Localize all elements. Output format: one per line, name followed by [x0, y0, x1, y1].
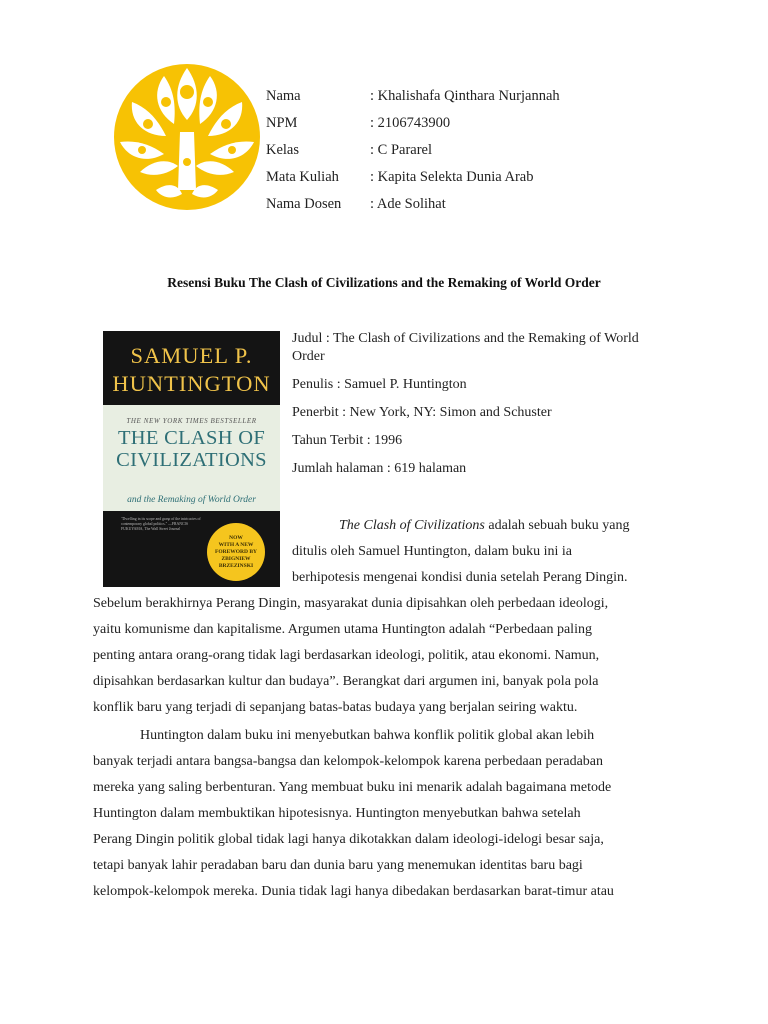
info-row-npm [266, 111, 560, 138]
paragraph-line: berhipotesis mengenai kondisi dunia setelah Perang Dingin. [292, 570, 628, 585]
book-penerbit: Penerbit : New York, NY: Simon and Schuster [292, 405, 552, 420]
paragraph-line: konflik baru yang terjadi di sepanjang batas-batas budaya yang berjalan seiring waktu. [93, 700, 578, 715]
info-label: Nama [266, 88, 301, 104]
book-title-italic: The Clash of Civilizations [339, 518, 485, 533]
paragraph-2 [93, 723, 614, 905]
info-row-nama-dosen [266, 192, 560, 219]
cover-quote: "Dwelling in its scope and grasp of the intricacies of contemporary global politics." —FRANCIS FUKUYAMA, The Wall Street Journal [121, 517, 201, 531]
cover-subtitle: and the Remaking of World Order [127, 495, 256, 505]
paragraph-line: mereka yang saling berbenturan. Yang membuat buku ini menarik adalah bagaimana metode [93, 780, 612, 795]
paragraph-line: banyak terjadi antara bangsa-bangsa dan kelompok-kelompok karena perbedaan peradaban [93, 754, 603, 769]
paragraph-line: yaitu komunisme dan kapitalisme. Argumen utama Huntington adalah “Perbedaan paling [93, 622, 592, 637]
info-label: Mata Kuliah [266, 169, 339, 185]
book-tahun: Tahun Terbit : 1996 [292, 433, 403, 448]
info-value: : Kapita Selekta Dunia Arab [370, 169, 534, 185]
info-label: Nama Dosen [266, 196, 342, 212]
paragraph-line: ditulis oleh Samuel Huntington, dalam buku ini ia [292, 544, 572, 559]
info-label: Kelas [266, 142, 300, 158]
paragraph-line: Huntington dalam buku ini menyebutkan bahwa konflik politik global akan lebih [140, 728, 595, 743]
info-value: : Khalishafa Qinthara Nurjannah [370, 88, 560, 104]
paragraph-line: dipisahkan berdasarkan kultur dan budaya”. Berangkat dari argumen ini, banyak pola pola [93, 674, 599, 689]
paragraph-line: penting antara orang-orang tidak lagi berdasarkan ideologi, politik, atau ekonomi. Namun, [93, 648, 600, 663]
student-info [266, 84, 560, 219]
info-row-kelas [266, 138, 560, 165]
info-row-nama [266, 84, 560, 111]
info-value: : C Pararel [370, 142, 433, 158]
seal-text: BRZEZINSKI [218, 562, 254, 569]
cover-title-line: CIVILIZATIONS [116, 449, 267, 471]
cover-author-line: SAMUEL P. [130, 343, 253, 368]
info-value: : Ade Solihat [370, 196, 446, 212]
paragraph-line: kelompok-kelompok mereka. Dunia tidak lagi hanya dibedakan berdasarkan barat-timur atau [93, 884, 614, 899]
cover-tagline: THE NEW YORK TIMES BESTSELLER [126, 417, 257, 425]
document-title: Resensi Buku The Clash of Civilizations and the Remaking of World Order [167, 275, 601, 290]
cover-author-line: HUNTINGTON [112, 371, 271, 396]
paragraph-line [93, 513, 629, 539]
book-judul: Judul : The Clash of Civilizations and the Remaking of World Order [292, 331, 639, 364]
info-value: : 2106743900 [370, 115, 451, 131]
cover-title-line: THE CLASH OF [117, 427, 266, 449]
info-label: NPM [266, 115, 298, 131]
book-details [292, 330, 662, 488]
seal-text: NOW [229, 534, 243, 541]
paragraph-line: tetapi banyak lahir peradaban baru dan dunia baru yang menemukan identitas baru bagi [93, 858, 583, 873]
seal-text: WITH A NEW [218, 541, 254, 548]
paragraph-line: Perang Dingin politik global tidak lagi hanya dikotakkan dalam ideologi-idelogi besar saja, [93, 832, 604, 847]
book-jumlah: Jumlah halaman : 619 halaman [292, 461, 467, 476]
seal-text: ZBIGNIEW [221, 555, 251, 562]
book-penulis: Penulis : Samuel P. Huntington [292, 377, 467, 392]
paragraph-line: Sebelum berakhirnya Perang Dingin, masyarakat dunia dipisahkan oleh perbedaan ideologi, [93, 596, 609, 611]
paragraph-line: Huntington dalam membuktikan hipotesisnya. Huntington menyebutkan bahwa setelah [93, 806, 581, 821]
seal-text: FOREWORD BY [214, 548, 257, 555]
info-row-mata-kuliah [266, 165, 560, 192]
paragraph-1 [93, 513, 629, 721]
university-logo [112, 62, 262, 212]
paragraph-text: adalah sebuah buku yang [484, 518, 630, 533]
